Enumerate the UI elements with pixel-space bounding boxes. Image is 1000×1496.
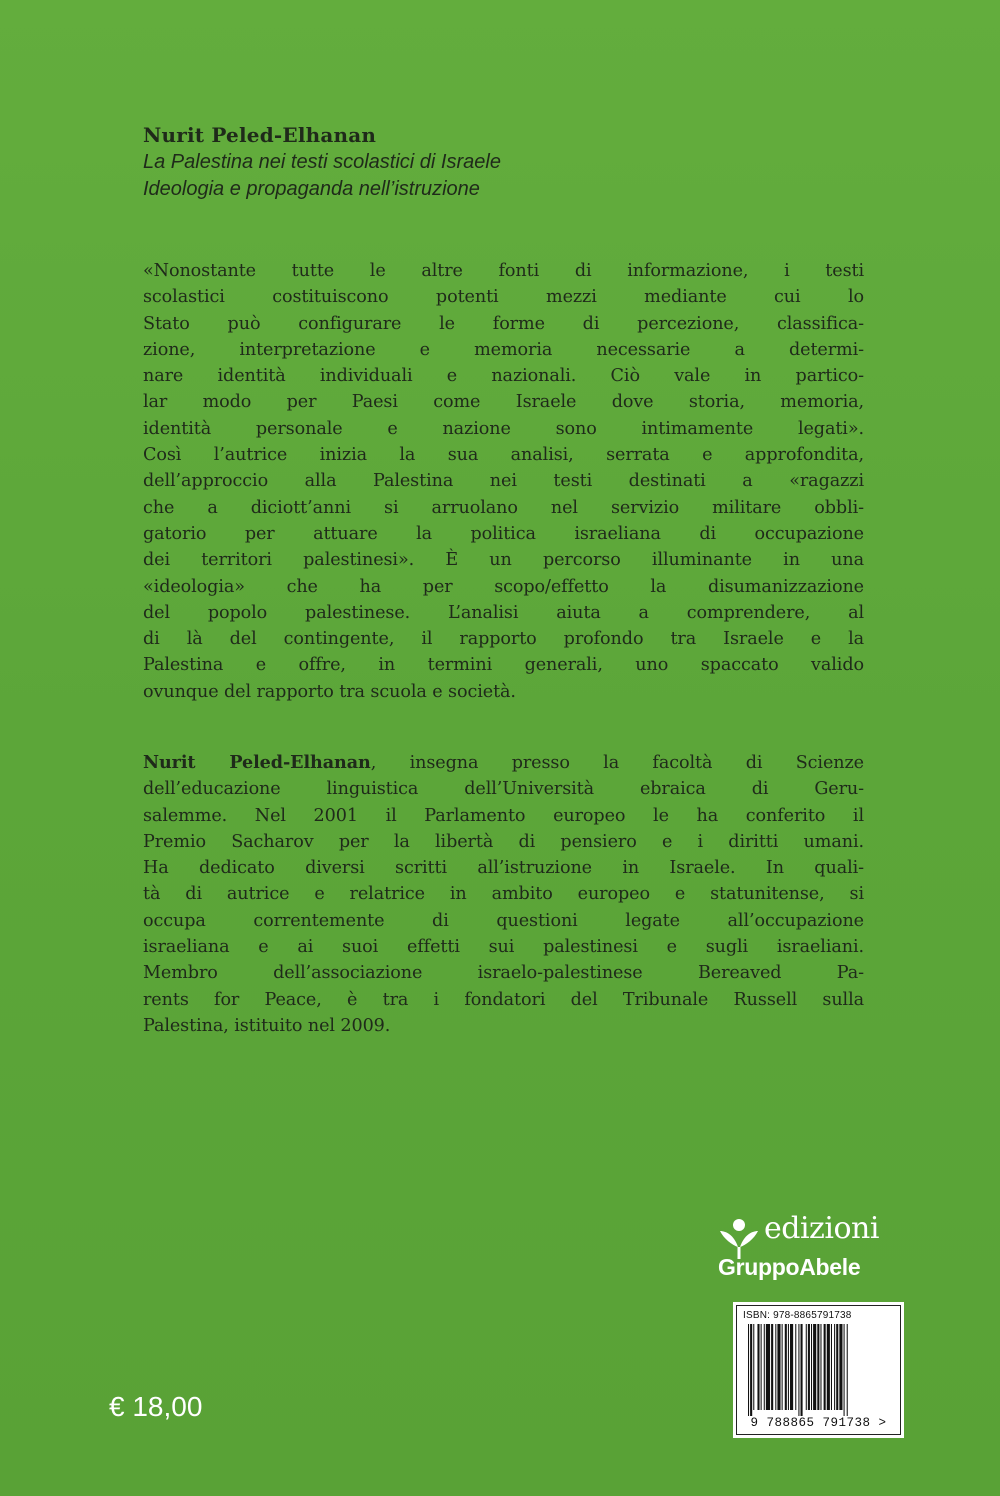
barcode-bar (795, 1324, 796, 1410)
bio-author-name: Nurit Peled-Elhanan (143, 752, 371, 773)
barcode-bar (788, 1324, 789, 1410)
barcode-bar (813, 1324, 816, 1410)
blurb-line: lar modo per Paesi come Israele dove storia, memoria, (143, 392, 864, 413)
blurb-line: del popolo palestinese. L’analisi aiuta a comprendere, al (143, 602, 864, 623)
blurb-line: che a diciott’anni si arruolano nel servizio militare obbli- (143, 497, 864, 518)
blurb-line: zione, interpretazione e memoria necessarie a determi- (143, 339, 864, 360)
barcode-bar (785, 1324, 787, 1410)
bio-line: tà di autrice e relatrice in ambito europeo e statunitense, si (143, 884, 864, 905)
barcode-bar (834, 1324, 835, 1410)
barcode-bar (808, 1324, 810, 1410)
barcode-bar (817, 1324, 819, 1410)
barcode-bar (753, 1324, 754, 1410)
barcode-bar (798, 1324, 799, 1416)
bio-line: Premio Sacharov per la libertà di pensiero e i diritti umani. (143, 831, 864, 852)
blurb-line: gatorio per attuare la politica israeliana di occupazione (143, 523, 864, 544)
barcode-bar (782, 1324, 783, 1410)
publisher-logo (718, 1213, 908, 1291)
barcode-bar (750, 1324, 752, 1416)
barcode-bar (757, 1324, 759, 1410)
barcode-bar (836, 1324, 838, 1410)
book-subtitle: Ideologia e propaganda nell’istruzione (143, 178, 480, 200)
book-header (143, 121, 843, 203)
bio-line: Membro dell’associazione israelo-palestinese Bereaved Pa- (143, 963, 864, 984)
blurb-line: dell’approccio alla Palestina nei testi destinati a «ragazzi (143, 471, 864, 492)
blurb-line: dei territori palestinesi». È un percorso illuminante in una (143, 550, 864, 571)
barcode-bar (844, 1324, 845, 1416)
bio-first-line-rest: , insegna presso la facoltà di Scienze (370, 753, 864, 773)
barcode-bar (777, 1324, 780, 1410)
publisher-gruppo-abele: GruppoAbele (718, 1254, 861, 1280)
blurb-line: Così l’autrice inizia la sua analisi, serrata e approfondita, (143, 445, 864, 466)
blurb-line: ovunque del rapporto tra scuola e società. (143, 681, 516, 702)
barcode-bar (839, 1324, 842, 1410)
blurb-line: Palestina e offre, in termini generali, uno spaccato valido (143, 655, 864, 676)
author-name: Nurit Peled-Elhanan (143, 123, 377, 147)
blurb-line: «ideologia» che ha per scopo/effetto la disumanizzazione (143, 576, 864, 597)
author-bio (143, 750, 864, 1039)
barcode-bar (824, 1324, 826, 1410)
bio-first-line (143, 750, 864, 776)
barcode-bar (831, 1324, 832, 1410)
blurb-line: nare identità individuali e nazionali. Ciò vale in partico- (143, 366, 864, 387)
bio-line: salemme. Nel 2001 il Parlamento europeo le ha conferito il (143, 805, 864, 826)
barcode-bar (764, 1324, 765, 1410)
bio-line: rents for Peace, è tra i fondatori del Tribunale Russell sulla (143, 989, 864, 1010)
book-title: La Palestina nei testi scolastici di Israele (143, 151, 501, 173)
barcode-bar (806, 1324, 807, 1410)
blurb-line: «Nonostante tutte le altre fonti di informazione, i testi (143, 261, 864, 281)
barcode-bar (766, 1324, 770, 1410)
blurb-paragraph (143, 258, 864, 705)
barcode-bar (801, 1324, 803, 1416)
barcode-bar (811, 1324, 812, 1410)
isbn-label: ISBN: 978-8865791738 (743, 1310, 852, 1321)
bio-line: Ha dedicato diversi scritti all’istruzione in Israele. In quali- (143, 858, 864, 879)
barcode-bar (820, 1324, 821, 1410)
price-label: € 18,00 (109, 1391, 203, 1422)
barcode-frame (736, 1305, 901, 1435)
barcode-bars (746, 1324, 894, 1416)
barcode-bar (790, 1324, 793, 1410)
barcode-bar (761, 1324, 762, 1410)
bio-line: Palestina, istituito nel 2009. (143, 1015, 391, 1036)
bio-line: occupa correntemente di questioni legate all’occupazione (143, 910, 864, 931)
bio-line: israeliana e ai suoi effetti sui palestinesi e sugli israeliani. (143, 937, 864, 958)
blurb-line: scolastici costituiscono potenti mezzi mediante cui lo (143, 287, 864, 308)
barcode-bar (775, 1324, 776, 1410)
bio-line: dell’educazione linguistica dell’Università ebraica di Geru- (143, 779, 864, 800)
blurb-line: Stato può configurare le forme di percezione, classifica- (143, 313, 864, 334)
publisher-edizioni: edizioni (764, 1211, 879, 1246)
isbn-barcode (733, 1302, 904, 1438)
barcode-bar (771, 1324, 773, 1410)
blurb-line: di là del contingente, il rapporto profondo tra Israele e la (143, 629, 864, 650)
blurb-line: identità personale e nazione sono intimamente legati». (143, 418, 864, 439)
barcode-bar (748, 1324, 749, 1416)
gruppo-abele-leaf-icon (718, 1217, 760, 1259)
barcode-digits: 9 788865 791738 > (750, 1416, 887, 1430)
barcode-bar (847, 1324, 848, 1416)
barcode-bar (827, 1324, 830, 1410)
